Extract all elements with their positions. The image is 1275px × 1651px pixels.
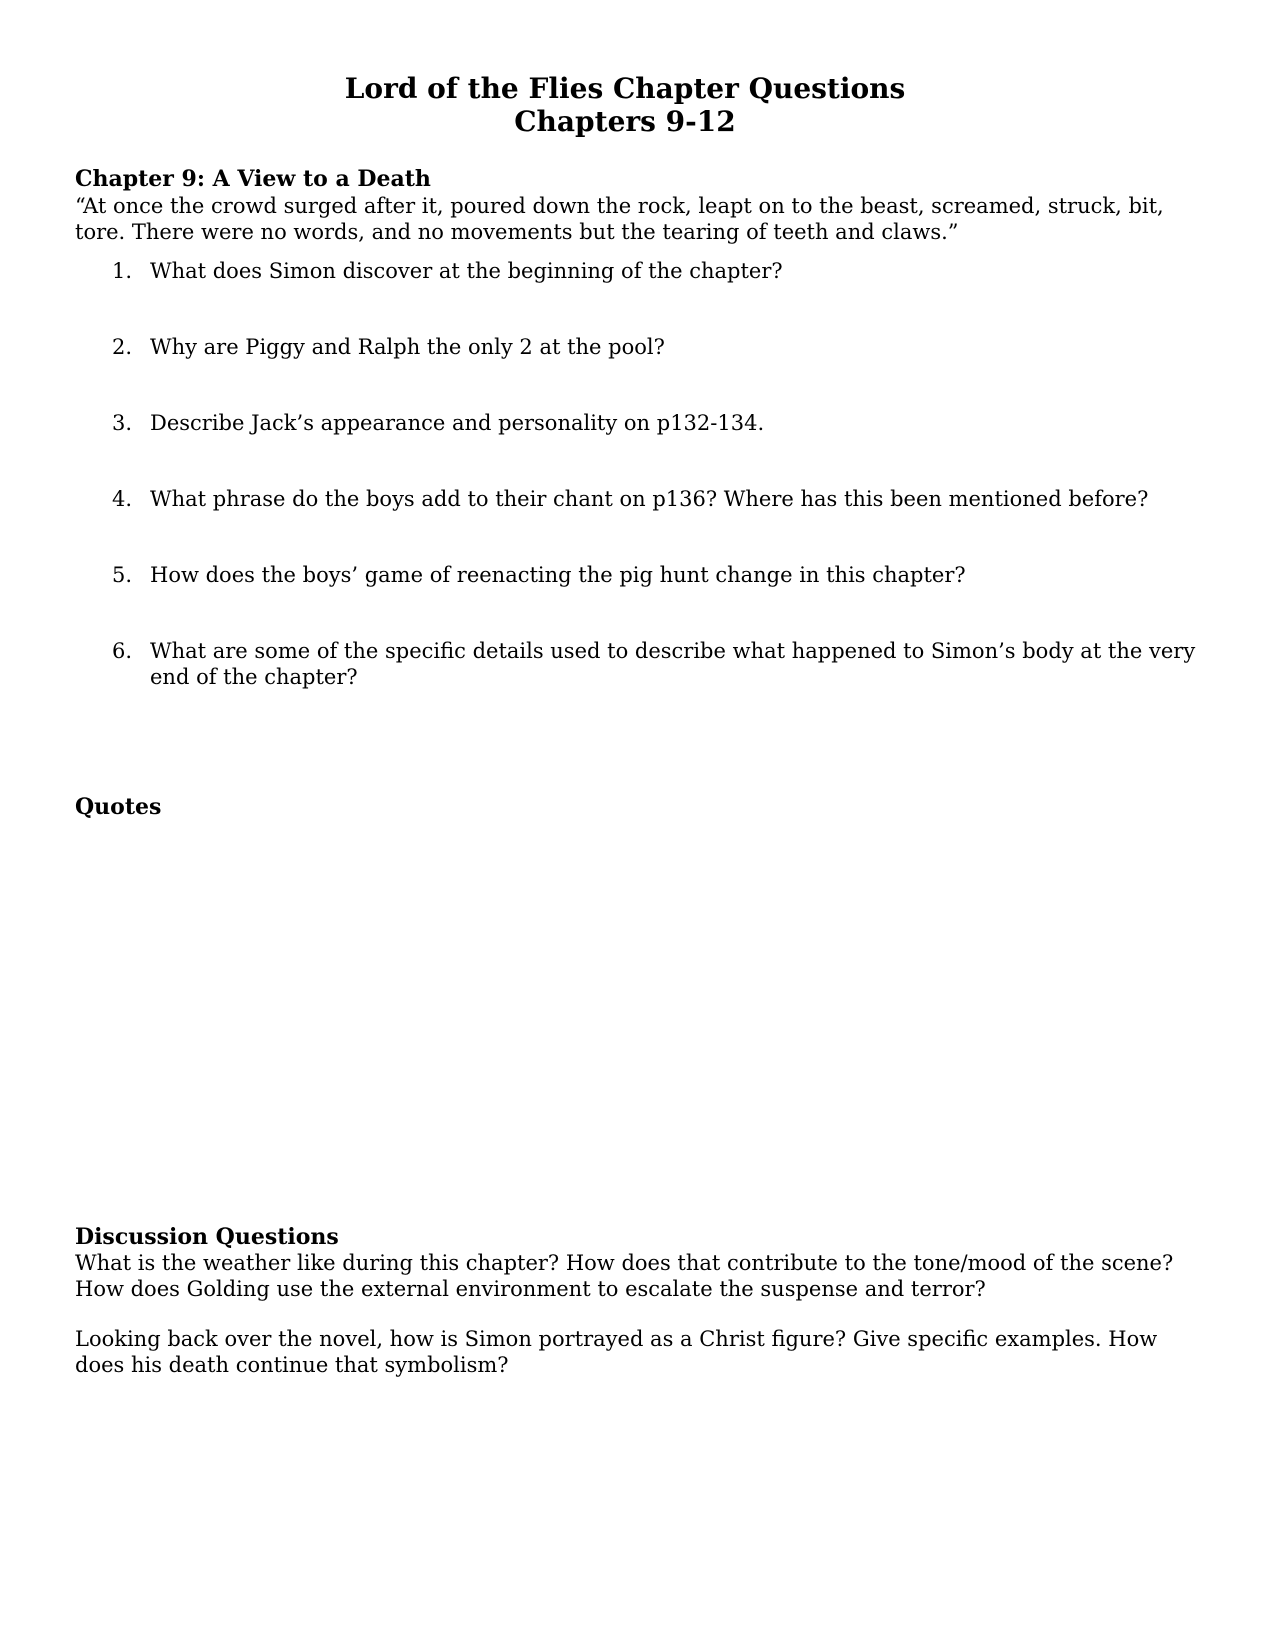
page-title: Lord of the Flies Chapter Questions: [344, 72, 906, 105]
discussion-heading: Discussion Questions: [75, 1224, 339, 1250]
discussion-paragraph-1: What is the weather like during this chapter? How does that contribute to the tone/mood of the scene? How does Golding use the external environment to escalate the suspense and terror?: [75, 1251, 1174, 1301]
question-item-4: [110, 486, 1200, 512]
title-block: [0, 72, 1250, 138]
chapter-epigraph: “At once the crowd surged after it, poured down the rock, leapt on to the beast, screamed, struck, bit, tore. There were no words, and no movements but the tearing of teeth and claws.”: [75, 194, 1164, 244]
question-number: 5.: [111, 563, 132, 587]
question-number: 1.: [111, 259, 132, 283]
question-text: Describe Jack’s appearance and personality on p132-134.: [150, 411, 765, 435]
question-number: 6.: [111, 639, 132, 663]
question-item-3: [110, 410, 1200, 436]
question-text: Why are Piggy and Ralph the only 2 at the pool?: [150, 335, 665, 359]
chapter-heading: Chapter 9: A View to a Death: [75, 166, 431, 192]
question-item-6: [110, 638, 1200, 690]
question-text: What are some of the specific details used to describe what happened to Simon’s body at the very end of the chapter?: [150, 639, 1196, 689]
question-text: How does the boys’ game of reenacting the pig hunt change in this chapter?: [150, 563, 966, 587]
question-number: 3.: [111, 411, 132, 435]
discussion-paragraph-2: Looking back over the novel, how is Simon portrayed as a Christ figure? Give specific examples. How does his death continue that symbolism?: [75, 1327, 1158, 1377]
quotes-heading: Quotes: [75, 794, 162, 820]
question-number: 4.: [111, 487, 132, 511]
question-item-1: [110, 258, 1200, 284]
page-subtitle: Chapters 9-12: [514, 105, 736, 138]
question-item-2: [110, 334, 1200, 360]
question-text: What phrase do the boys add to their chant on p136? Where has this been mentioned before?: [150, 487, 1149, 511]
question-item-5: [110, 562, 1200, 588]
question-text: What does Simon discover at the beginning of the chapter?: [150, 259, 783, 283]
question-number: 2.: [111, 335, 132, 359]
